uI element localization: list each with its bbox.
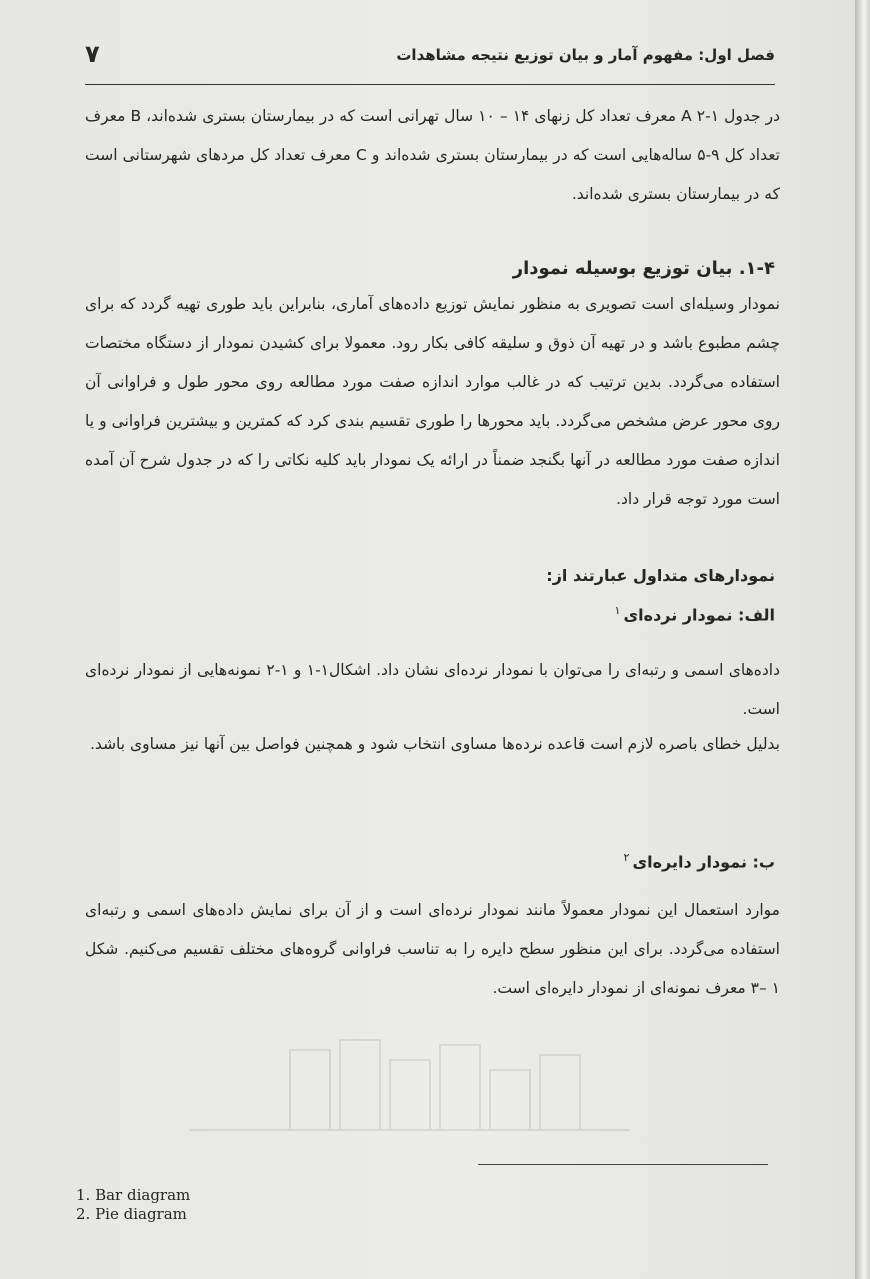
paragraph-bar-spacing: بدلیل خطای باصره لازم است قاعده نرده‌ها مساوی انتخاب شود و همچنین فواصل بین آنها نیز مساوی باشد. — [90, 735, 780, 753]
chapter-title: فصل اول: مفهوم آمار و بیان توزیع نتیجه مشاهدات — [396, 46, 775, 64]
footnote-ref-2: ۲ — [623, 851, 630, 864]
subsection-bar-title: الف: نمودار نرده‌ای — [623, 605, 775, 625]
subsection-bar-diagram — [615, 604, 775, 624]
running-header — [85, 40, 775, 85]
subsection-pie-title: ب: نمودار دایره‌ای — [632, 852, 775, 872]
bleed-through-figure — [190, 1030, 630, 1140]
section-heading: ۱-۴. بیان توزیع بوسیله نمودار — [512, 258, 775, 279]
footnote-separator — [478, 1164, 768, 1165]
paragraph-diagram-intro: نمودار وسیله‌ای است تصویری به منظور نمایش توزیع داده‌های آماری، بنابراین باید طوری تهیه گردد که برای چشم مطبوع باشد و در تهیه آن ذوق و سلیقه کافی بکار رود. معمولا برای کشیدن نمودار از دستگاه مختصات استفاده می‌گردد. بدین ترتیب که در غالب موارد اندازه صفت مورد مطالعه روی محور طول و فراوانی آن روی محور عرض مشخص می‌گردد. باید محورها را طوری تقسیم بندی کرد که کمترین و بیشترین فراوانی و یا اندازه صفت مورد مطالعه در آنها بگنجد ضمناً در ارائه یک نمودار باید کلیه نکاتی را که در جدول شرح آن آمده است مورد توجه قرار داد. — [85, 295, 780, 508]
paragraph-table-description: در جدول ۱-۲ A معرف تعداد کل زنهای ۱۴ – ۱۰ سال تهرانی است که در بیمارستان بستری شده‌اند، B معرف تعداد کل ۹-۵ ساله‌هایی است که در بیمارستان بستری شده‌اند و C معرف تعداد کل مردهای شهرستانی است که در بیمارستان بستری شده‌اند. — [85, 107, 780, 203]
book-spine-edge — [855, 0, 870, 1279]
paragraph-pie-diagram: موارد استعمال این نمودار معمولاً مانند نمودار نرده‌ای است و از آن برای نمایش داده‌های اسمی و رتبه‌ای استفاده می‌گردد. برای این منظور سطح دایره را به تناسب فراوانی گروه‌های مختلف تقسیم می‌کنیم. شکل ۱ –۳ معرف نمونه‌ای از نمودار دایره‌ای است. — [85, 901, 780, 997]
list-heading: نمودارهای متداول عبارتند از: — [546, 566, 775, 585]
footnotes — [76, 1186, 190, 1224]
footnote-1: 1. Bar diagram — [76, 1186, 191, 1204]
footnote-ref-1: ۱ — [614, 604, 621, 617]
footnote-2: 2. Pie diagram — [76, 1205, 187, 1223]
paragraph-bar-diagram: داده‌های اسمی و رتبه‌ای را می‌توان با نمودار نرده‌ای نشان داد. اشکال۱-۱ و ۱-۲ نمونه‌هایی از نمودار نرده‌ای است. — [85, 661, 780, 718]
subsection-pie-diagram — [624, 851, 775, 871]
page-number: ۷ — [85, 40, 100, 68]
